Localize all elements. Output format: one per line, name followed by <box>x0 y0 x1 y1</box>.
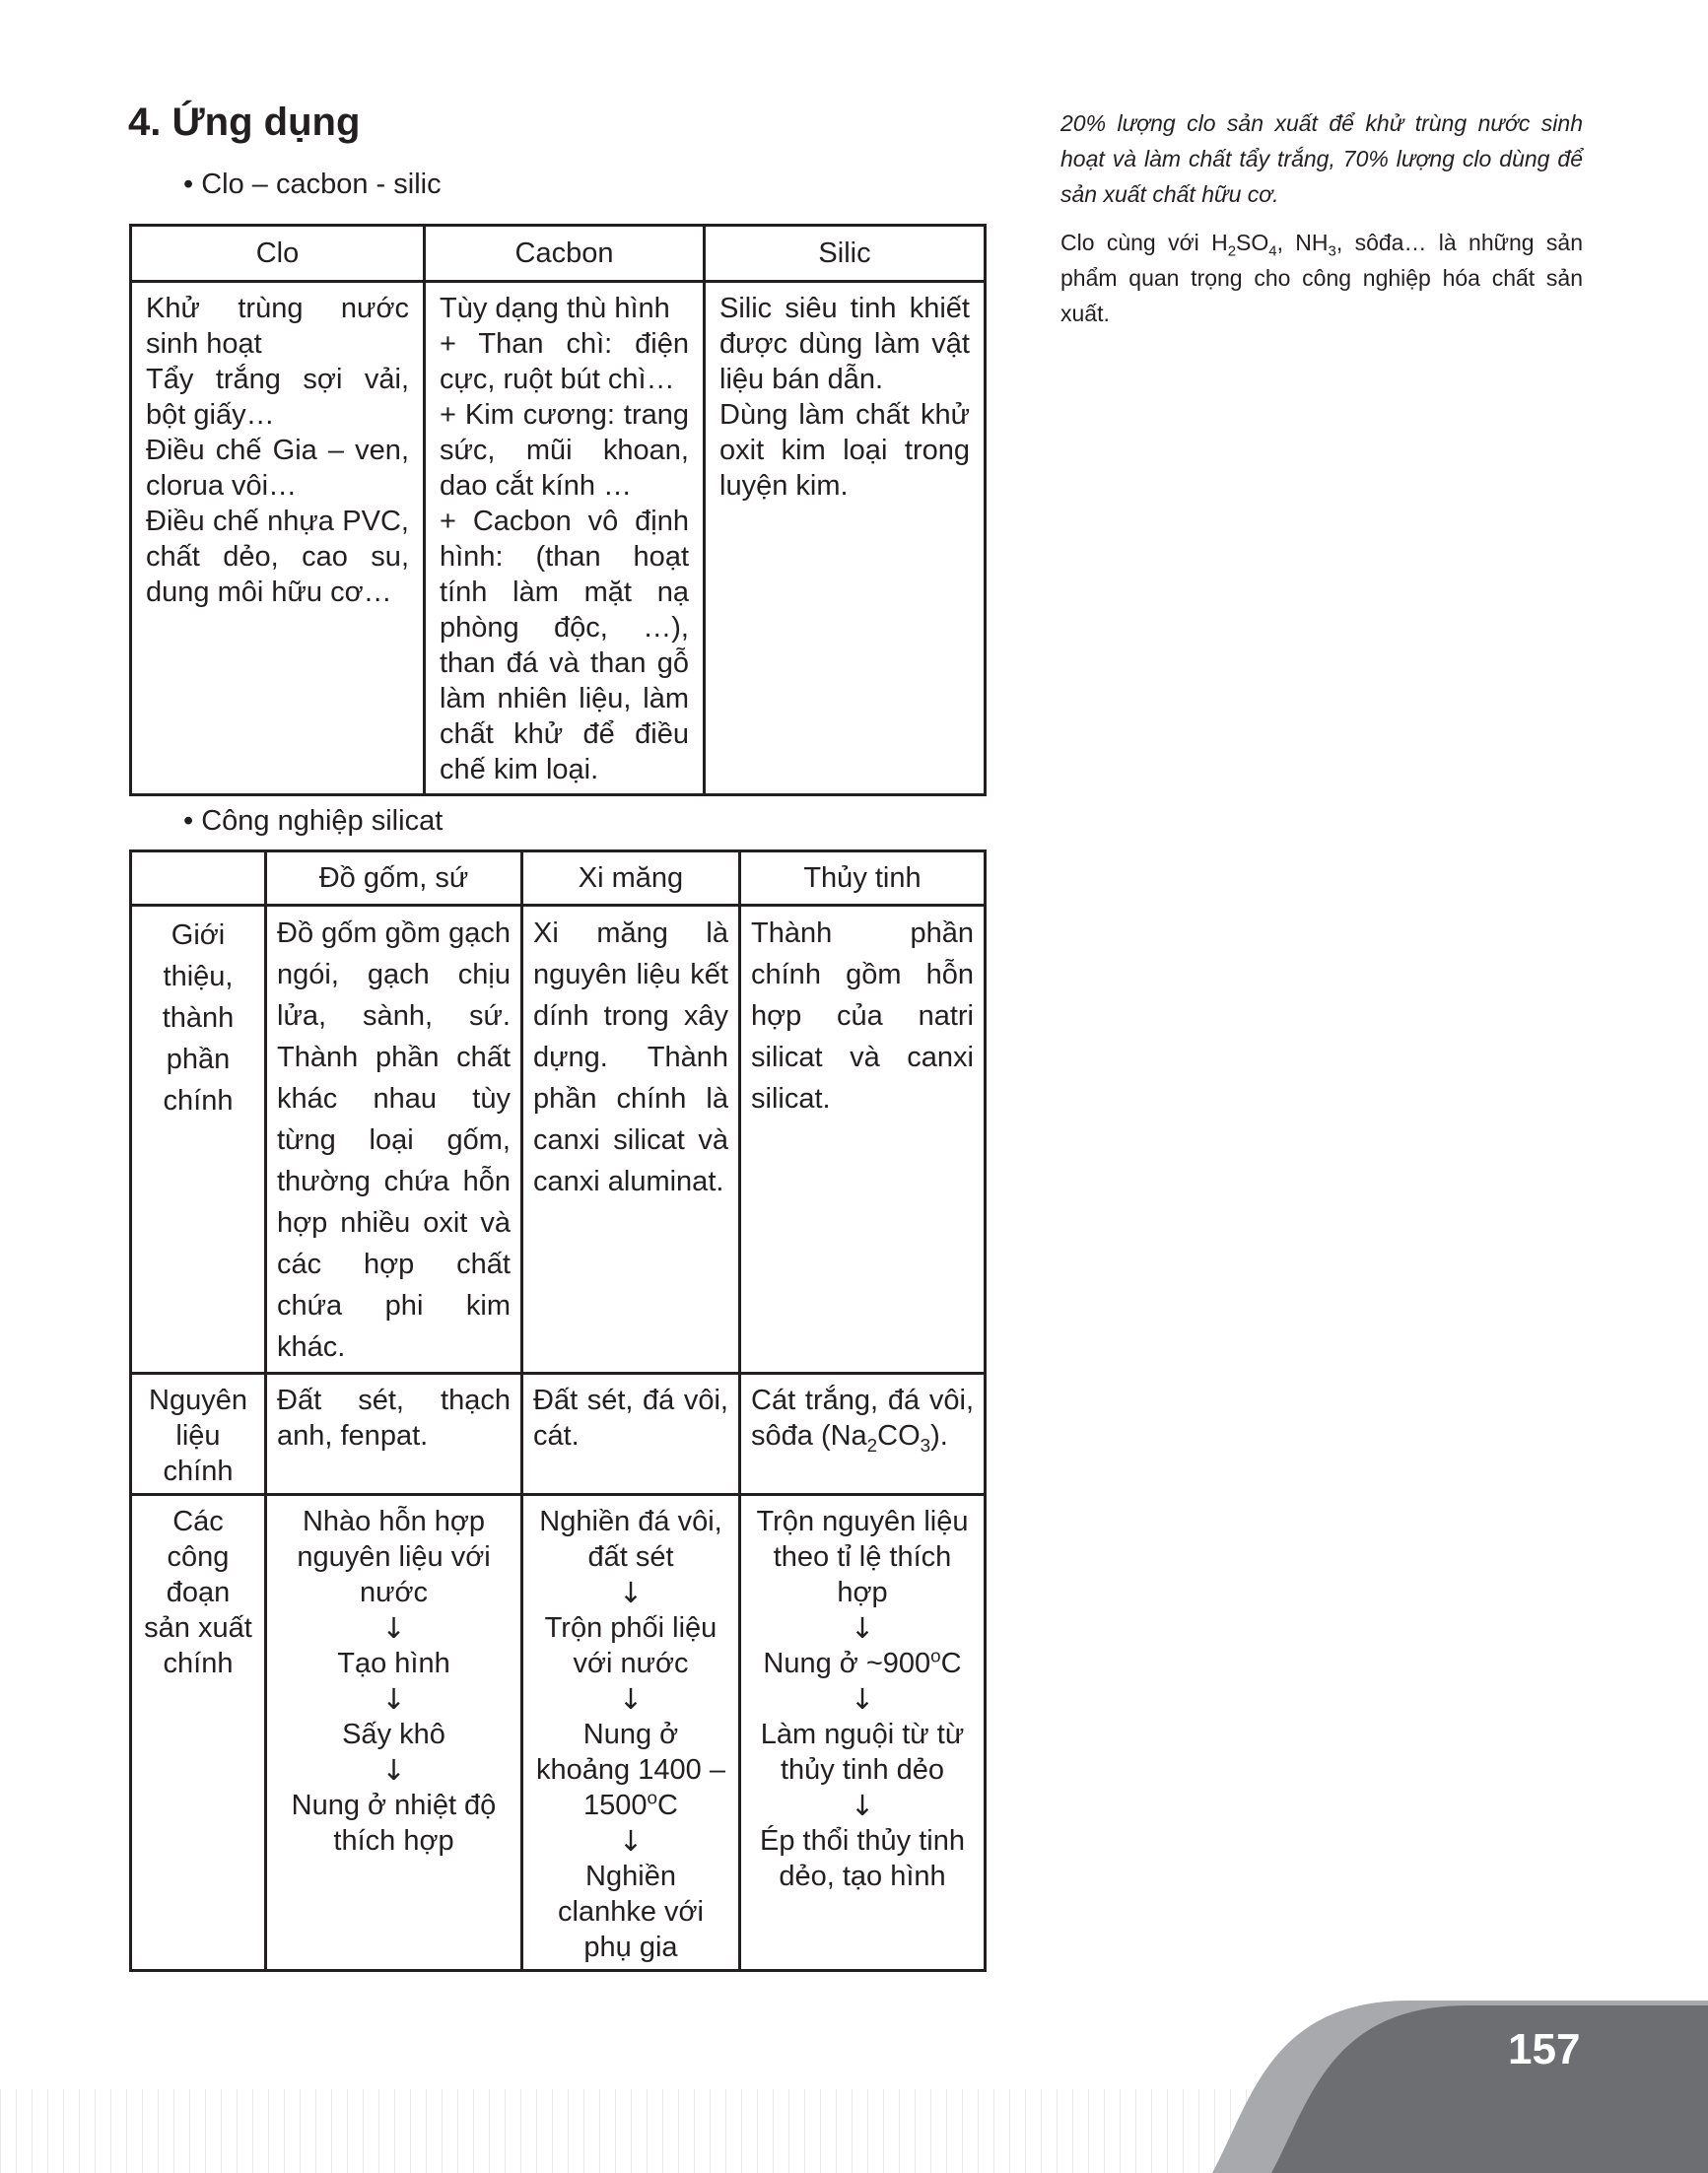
thuytinh-step-3: Làm nguội từ từ thủy tinh dẻo <box>760 1719 965 1786</box>
section-title: 4. Ứng dụng <box>128 101 361 144</box>
sidenote2-p3: , NH <box>1276 230 1329 255</box>
sidenote-chemical-products <box>1060 225 1583 331</box>
cell-silic-uses <box>705 282 986 795</box>
down-arrow-icon: ↓ <box>850 1611 875 1645</box>
sidenote2-s3: 3 <box>1328 242 1336 260</box>
gom-step-1: Nhào hỗn hợp nguyên liệu với nước <box>297 1506 491 1608</box>
clo-use-4: Điều chế nhựa PVC, chất dẻo, cao su, dung môi hữu cơ… <box>146 506 409 608</box>
down-arrow-icon: ↓ <box>381 1682 406 1716</box>
cacbon-use-3: + Kim cương: trang sức, mũi khoan, dao cắt kính … <box>440 399 689 502</box>
clo-use-2: Tẩy trắng sợi vải, bột giấy… <box>146 364 409 431</box>
ximang-step-3 <box>533 1717 728 1823</box>
ximang-degree: o <box>647 1787 658 1808</box>
sidenote2-p4: , sôđa… là những sản phẩm quan trọng cho công nghiệp hóa chất sản xuất. <box>1060 230 1584 326</box>
sidenote2-s2: 4 <box>1268 242 1277 260</box>
cell-thuytinh-gioi-thieu: Thành phần chính gồm hỗn hợp của natri silicat và canxi silicat. <box>740 906 986 1374</box>
gom-step-2: Tạo hình <box>337 1648 450 1679</box>
down-arrow-icon: ↓ <box>381 1611 406 1645</box>
rowhead-cong-doan: Các công đoạn sản xuất chính <box>131 1495 266 1971</box>
cell-gom-nguyen-lieu: Đất sét, thạch anh, fenpat. <box>266 1374 522 1495</box>
ximang-step-1: Nghiền đá vôi, đất sét <box>539 1506 722 1573</box>
clo-use-3: Điều chế Gia – ven, clorua vôi… <box>146 435 409 502</box>
down-arrow-icon: ↓ <box>618 1576 644 1609</box>
cell-clo-uses <box>131 282 425 795</box>
cell-ximang-nguyen-lieu: Đất sét, đá vôi, cát. <box>522 1374 740 1495</box>
cacbon-use-1: Tùy dạng thù hình <box>440 293 670 324</box>
sidenote2-p1: Clo cùng với H <box>1060 230 1228 255</box>
header-do-gom-su: Đồ gốm, sứ <box>266 851 522 906</box>
ximang-step-4: Nghiền clanhke với phụ gia <box>558 1861 704 1963</box>
thuytinh-nl-sub1: 2 <box>866 1434 878 1456</box>
cell-thuytinh-cong-doan <box>740 1495 986 1971</box>
thuytinh-step-4: Ép thổi thủy tinh dẻo, tạo hình <box>760 1825 965 1892</box>
table-cong-nghiep-silicat <box>129 849 987 1972</box>
ximang-unit: C <box>657 1790 678 1821</box>
header-clo: Clo <box>131 226 425 282</box>
thuytinh-unit: C <box>940 1648 962 1679</box>
silic-use-1: Silic siêu tinh khiết được dùng làm vật liệu bán dẫn. <box>719 293 970 395</box>
cell-gom-gioi-thieu: Đồ gốm gồm gạch ngói, gạch chịu lửa, sành, sứ. Thành phần chất khác nhau tùy từng loại gốm, thường chứa hỗn hợp nhiều oxit và các hợp chất chứa phi kim khác. <box>266 906 522 1374</box>
ximang-step-2: Trộn phối liệu với nước <box>544 1612 717 1679</box>
cell-ximang-cong-doan <box>522 1495 740 1971</box>
page-tab-shape <box>1212 1991 1708 2173</box>
down-arrow-icon: ↓ <box>618 1824 644 1858</box>
table-clo-cacbon-silic <box>129 224 987 796</box>
cell-thuytinh-nguyen-lieu <box>740 1374 986 1495</box>
thuytinh-nl-pre: Cát trắng, đá vôi, sôđa (Na <box>751 1385 974 1452</box>
sidenote-chlorine-usage: 20% lượng clo sản xuất để khử trùng nước sinh hoạt và làm chất tẩy trắng, 70% lượng clo dùng để sản xuất chất hữu cơ. <box>1060 110 1583 207</box>
sidenote2-s1: 2 <box>1227 242 1237 260</box>
cell-cacbon-uses <box>425 282 705 795</box>
rowhead-gioi-thieu: Giới thiệu, thành phần chính <box>131 906 266 1374</box>
header-xi-mang: Xi măng <box>522 851 740 906</box>
down-arrow-icon: ↓ <box>618 1682 644 1716</box>
cacbon-use-2: + Than chì: điện cực, ruột bút chì… <box>440 328 689 395</box>
cell-gom-cong-doan <box>266 1495 522 1971</box>
thuytinh-step-2-text: Nung ở ~900 <box>763 1648 931 1679</box>
gom-step-3: Sấy khô <box>342 1719 445 1750</box>
down-arrow-icon: ↓ <box>850 1682 875 1716</box>
header-empty <box>131 851 266 906</box>
page-number: 157 <box>1508 2025 1581 2073</box>
silic-use-2: Dùng làm chất khử oxit kim loại trong luyện kim. <box>719 399 970 502</box>
header-silic: Silic <box>705 226 986 282</box>
thuytinh-nl-sub2: 3 <box>920 1434 931 1456</box>
cell-ximang-gioi-thieu: Xi măng là nguyên liệu kết dính trong xây dựng. Thành phần chính là canxi silicat và canxi aluminat. <box>522 906 740 1374</box>
sidenote2-p2: SO <box>1236 230 1269 255</box>
thuytinh-step-1: Trộn nguyên liệu theo tỉ lệ thích hợp <box>756 1506 969 1608</box>
cacbon-use-4: + Cacbon vô định hình: (than hoạt tính làm mặt nạ phòng độc, …), than đá và than gỗ làm nhiên liệu, làm chất khử để điều chế kim loại. <box>440 506 689 785</box>
down-arrow-icon: ↓ <box>850 1789 875 1822</box>
rowhead-nguyen-lieu: Nguyên liệu chính <box>131 1374 266 1495</box>
bullet-clo-cacbon-silic: • Clo – cacbon - silic <box>183 169 442 200</box>
bullet-cong-nghiep-silicat: • Công nghiệp silicat <box>183 805 444 837</box>
thuytinh-step-2 <box>751 1646 974 1681</box>
gom-step-4: Nung ở nhiệt độ thích hợp <box>291 1790 497 1857</box>
ximang-step-3-text: Nung ở khoảng 1400 – 1500 <box>536 1719 725 1821</box>
header-cacbon: Cacbon <box>425 226 705 282</box>
down-arrow-icon: ↓ <box>381 1753 406 1787</box>
thuytinh-nl-post: ). <box>930 1420 948 1452</box>
thuytinh-degree: o <box>930 1645 941 1666</box>
clo-use-1: Khử trùng nước sinh hoạt <box>146 293 409 360</box>
header-thuy-tinh: Thủy tinh <box>740 851 986 906</box>
thuytinh-nl-mid: CO <box>877 1420 921 1452</box>
